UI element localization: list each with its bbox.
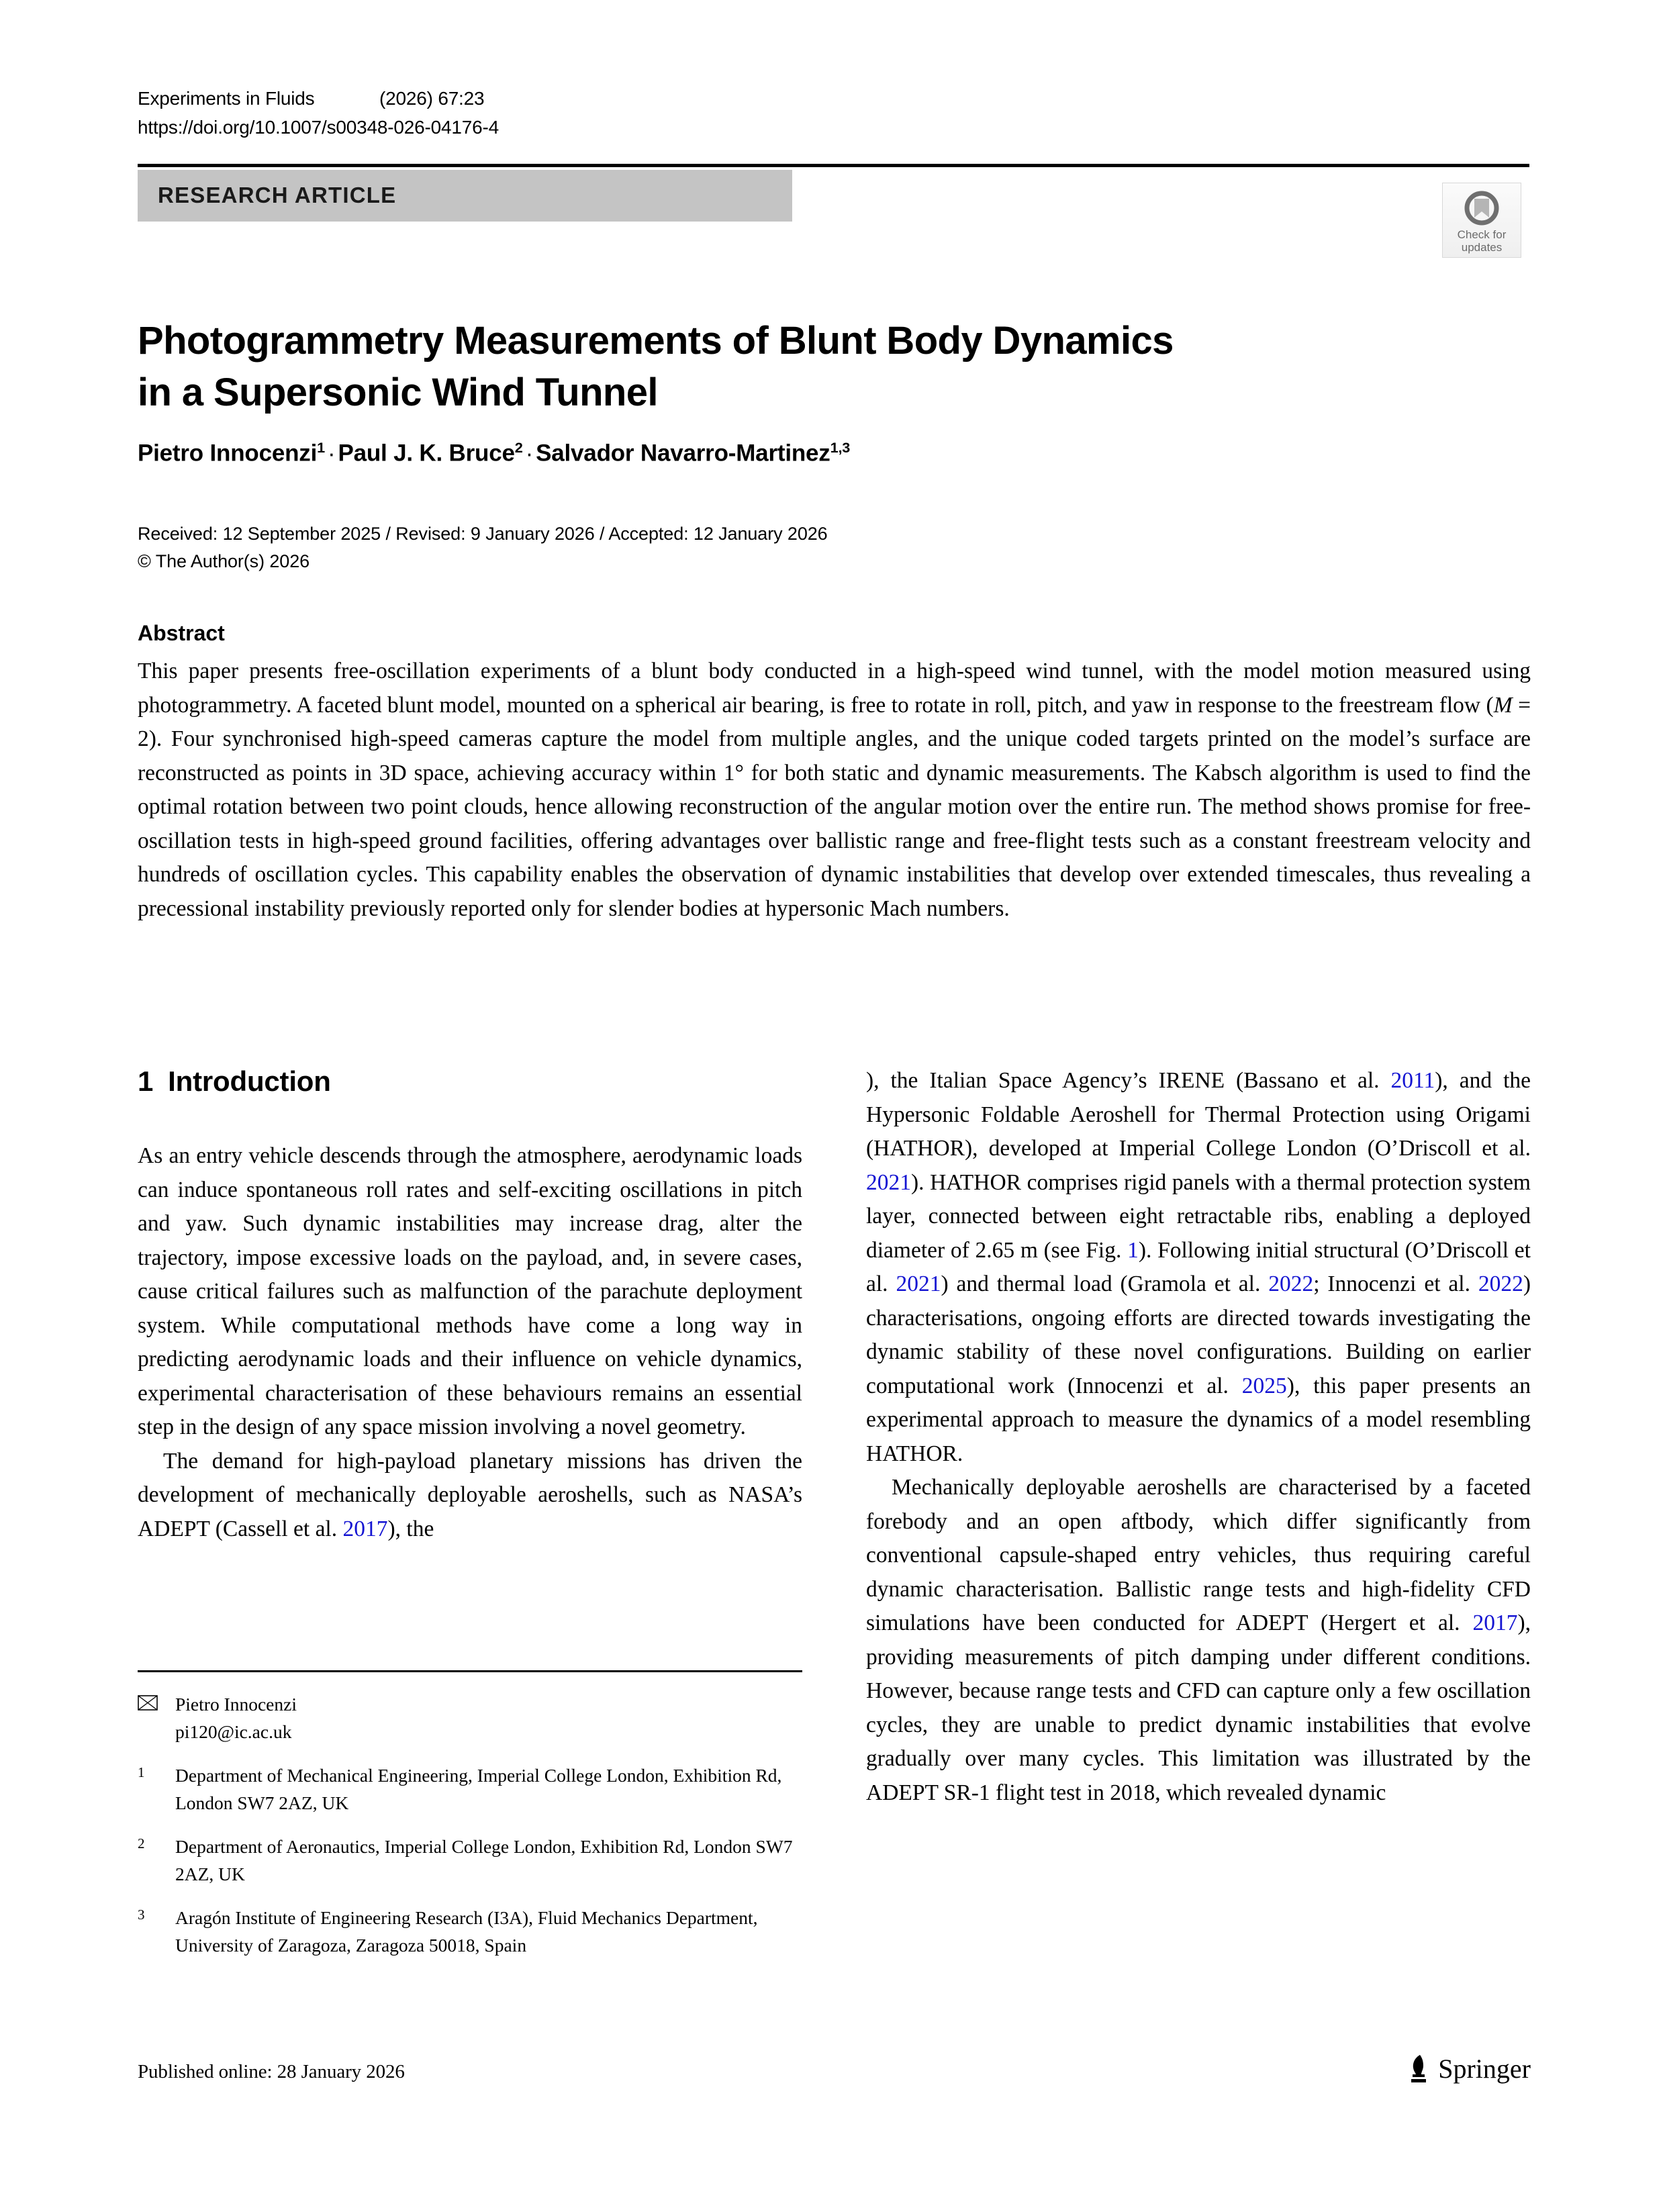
affiliation-marker: 2 (138, 1835, 145, 1852)
abstract-heading: Abstract (138, 621, 225, 645)
article-type-label: RESEARCH ARTICLE (158, 183, 397, 207)
journal-header-line-1 (138, 84, 1279, 113)
affiliation-item (138, 1762, 809, 1817)
journal-issue: (2026) 67:23 (379, 88, 485, 109)
text-run: ), this paper presents an experimental approach to measure the dynamics of a model resembling HATHOR. (866, 1373, 1531, 1466)
affiliation-marker: 3 (138, 1907, 145, 1923)
citation-link[interactable]: 2021 (896, 1271, 941, 1296)
footnote-block (138, 1690, 809, 1975)
corresponding-author-email[interactable]: pi120@ic.ac.uk (175, 1721, 292, 1742)
abstract-math-equation: = 2 (138, 692, 1531, 751)
text-run: ) and thermal load (Gramola et al. (941, 1271, 1269, 1296)
crossmark-label-line-1: Check for (1457, 228, 1507, 241)
column-right (866, 1064, 1531, 1810)
author-affiliation-marker: 1 (317, 439, 325, 456)
text-run: ), the Italian Space Agency’s IRENE (Bassano et al. (866, 1068, 1391, 1093)
journal-header (138, 84, 1279, 142)
article-type-banner (138, 170, 792, 222)
text-run: ; Innocenzi et al. (1313, 1271, 1478, 1296)
paragraph-intro-2-start (138, 1445, 802, 1547)
publication-dates (138, 520, 1413, 575)
corresponding-author (138, 1690, 809, 1745)
crossmark-label-line-2: updates (1461, 241, 1503, 254)
column-left (138, 1064, 802, 1546)
envelope-icon (138, 1690, 175, 1745)
author-separator: · (525, 440, 534, 467)
text-run: ). HATHOR comprises rigid panels with a thermal protection system layer, connected between eight retractable ribs, enabling a deployed diameter of 2.65 m (see Fig. (866, 1169, 1531, 1263)
journal-name: Experiments in Fluids (138, 88, 315, 109)
citation-link[interactable]: 2017 (1472, 1610, 1518, 1635)
section-label: Introduction (168, 1065, 331, 1097)
corresponding-author-details (175, 1690, 809, 1745)
text-run: ). Following initial structural (O’Driscoll et al. (866, 1237, 1531, 1296)
affiliation-text: Department of Aeronautics, Imperial College London, Exhibition Rd, London SW7 2AZ, UK (175, 1836, 793, 1884)
received-revised-accepted: Received: 12 September 2025 / Revised: 9 January 2026 / Accepted: 12 January 2026 (138, 524, 828, 544)
crossmark-icon (1463, 189, 1501, 227)
citation-link[interactable]: 2017 (342, 1516, 388, 1541)
abstract-math-symbol: M (1493, 692, 1513, 718)
citation-link[interactable]: 2022 (1478, 1271, 1523, 1296)
author-affiliation-marker: 1,3 (830, 439, 851, 456)
citation-link[interactable]: 2011 (1390, 1068, 1435, 1093)
check-for-updates-badge[interactable] (1442, 183, 1521, 258)
paragraph-intro-1: As an entry vehicle descends through the atmosphere, aerodynamic loads can induce spontaneous roll rates and self-exciting oscillations in pitch and yaw. Such dynamic instabilities may increase drag, alter the trajectory, impose excessive loads on the payload, and, in severe cases, cause critical failures such as malfunction of the parachute deployment system. While computational methods have come a long way in predicting aerodynamic loads and their influence on vehicle dynamics, experimental characterisation of these behaviours remains an essential step in the design of any space mission involving a novel geometry. (138, 1143, 802, 1439)
text-run: ), the (387, 1516, 434, 1541)
author-name[interactable]: Paul J. K. Bruce (338, 440, 515, 467)
paragraph-intro-2-continued (866, 1064, 1531, 1471)
footnote-separator (138, 1670, 802, 1672)
citation-link[interactable]: 2025 (1241, 1373, 1287, 1398)
section-heading-introduction (138, 1064, 802, 1099)
abstract-text (138, 655, 1531, 926)
affiliation-text: Department of Mechanical Engineering, Imperial College London, Exhibition Rd, London SW7 2AZ, UK (175, 1765, 782, 1813)
published-online-date: Published online: 28 January 2026 (138, 2061, 405, 2082)
article-title-line-1: Photogrammetry Measurements of Blunt Body Dynamics (138, 318, 1174, 363)
corresponding-author-name: Pietro Innocenzi (175, 1694, 297, 1715)
author-name[interactable]: Salvador Navarro-Martinez (536, 440, 830, 467)
abstract-part-1: This paper presents free-oscillation experiments of a blunt body conducted in a high-speed wind tunnel, with the model motion measured using photogrammetry. A faceted blunt model, mounted on a spherical air bearing, is free to rotate in roll, pitch, and yaw in response to the freestream flow ( (138, 659, 1531, 718)
springer-knight-icon (1407, 2054, 1430, 2084)
text-run: ) characterisations, ongoing efforts are directed towards investigating the dynamic stability of these novel configurations. Building on earlier computational work (Innocenzi et al. (866, 1271, 1531, 1398)
text-run: Mechanically deployable aeroshells are characterised by a faceted forebody and an open aftbody, which differ significantly from conventional capsule-shaped entry vehicles, thus requiring careful dynamic characterisation. Ballistic range tests and high-fidelity CFD simulations have been conducted for ADEPT (Hergert et al. (866, 1475, 1531, 1635)
text-run: ), providing measurements of pitch damping under different conditions. However, because range tests and CFD can capture only a few oscillation cycles, they are unable to predict dynamic instabilities that evolve gradually over many cycles. This limitation was illustrated by the ADEPT SR-1 flight test in 2018, which revealed dynamic (866, 1610, 1531, 1805)
citation-link[interactable]: 2021 (866, 1169, 911, 1195)
affiliation-item (138, 1833, 809, 1888)
author-list (138, 433, 1454, 469)
citation-link[interactable]: 2022 (1268, 1271, 1314, 1296)
affiliation-marker: 1 (138, 1764, 145, 1780)
copyright-line: © The Author(s) 2026 (138, 551, 310, 571)
author-separator: · (328, 440, 336, 467)
header-rule (138, 164, 1529, 167)
figure-reference-link[interactable]: 1 (1127, 1237, 1139, 1263)
springer-logo (1407, 2053, 1531, 2084)
affiliation-text: Aragón Institute of Engineering Research (I3A), Fluid Mechanics Department, University of Zaragoza, Zaragoza 50018, Spain (175, 1907, 758, 1956)
affiliation-item (138, 1904, 809, 1959)
springer-wordmark: Springer (1438, 2054, 1531, 2084)
author-affiliation-marker: 2 (514, 439, 523, 456)
text-run: The demand for high-payload planetary missions has driven the development of mechanically deployable aeroshells, such as NASA’s ADEPT (Cassell et al. (138, 1448, 802, 1541)
paragraph-intro-3 (866, 1471, 1531, 1810)
text-run: ), and the Hypersonic Foldable Aeroshell for Thermal Protection using Origami (HATHOR), developed at Imperial College London (O’Driscoll et al. (866, 1068, 1531, 1161)
article-title-line-2: in a Supersonic Wind Tunnel (138, 370, 658, 414)
article-title (138, 315, 1454, 418)
journal-doi[interactable]: https://doi.org/10.1007/s00348-026-04176-4 (138, 117, 500, 138)
author-name[interactable]: Pietro Innocenzi (138, 440, 318, 467)
abstract-part-2: ). Four synchronised high-speed cameras capture the model from multiple angles, and the unique coded targets printed on the model’s surface are reconstructed as points in 3D space, achieving accuracy within 1° for both static and dynamic measurements. The Kabsch algorithm is used to find the optimal rotation between two point clouds, hence allowing reconstruction of the angular motion over the entire run. The method shows promise for free-oscillation tests in high-speed ground facilities, offering advantages over ballistic range and free-flight tests such as a constant freestream velocity and hundreds of oscillation cycles. This capability enables the observation of dynamic instabilities that develop over extended timescales, thus revealing a precessional instability previously reported only for slender bodies at hypersonic Mach numbers. (138, 726, 1531, 921)
section-number: 1 (138, 1065, 154, 1097)
